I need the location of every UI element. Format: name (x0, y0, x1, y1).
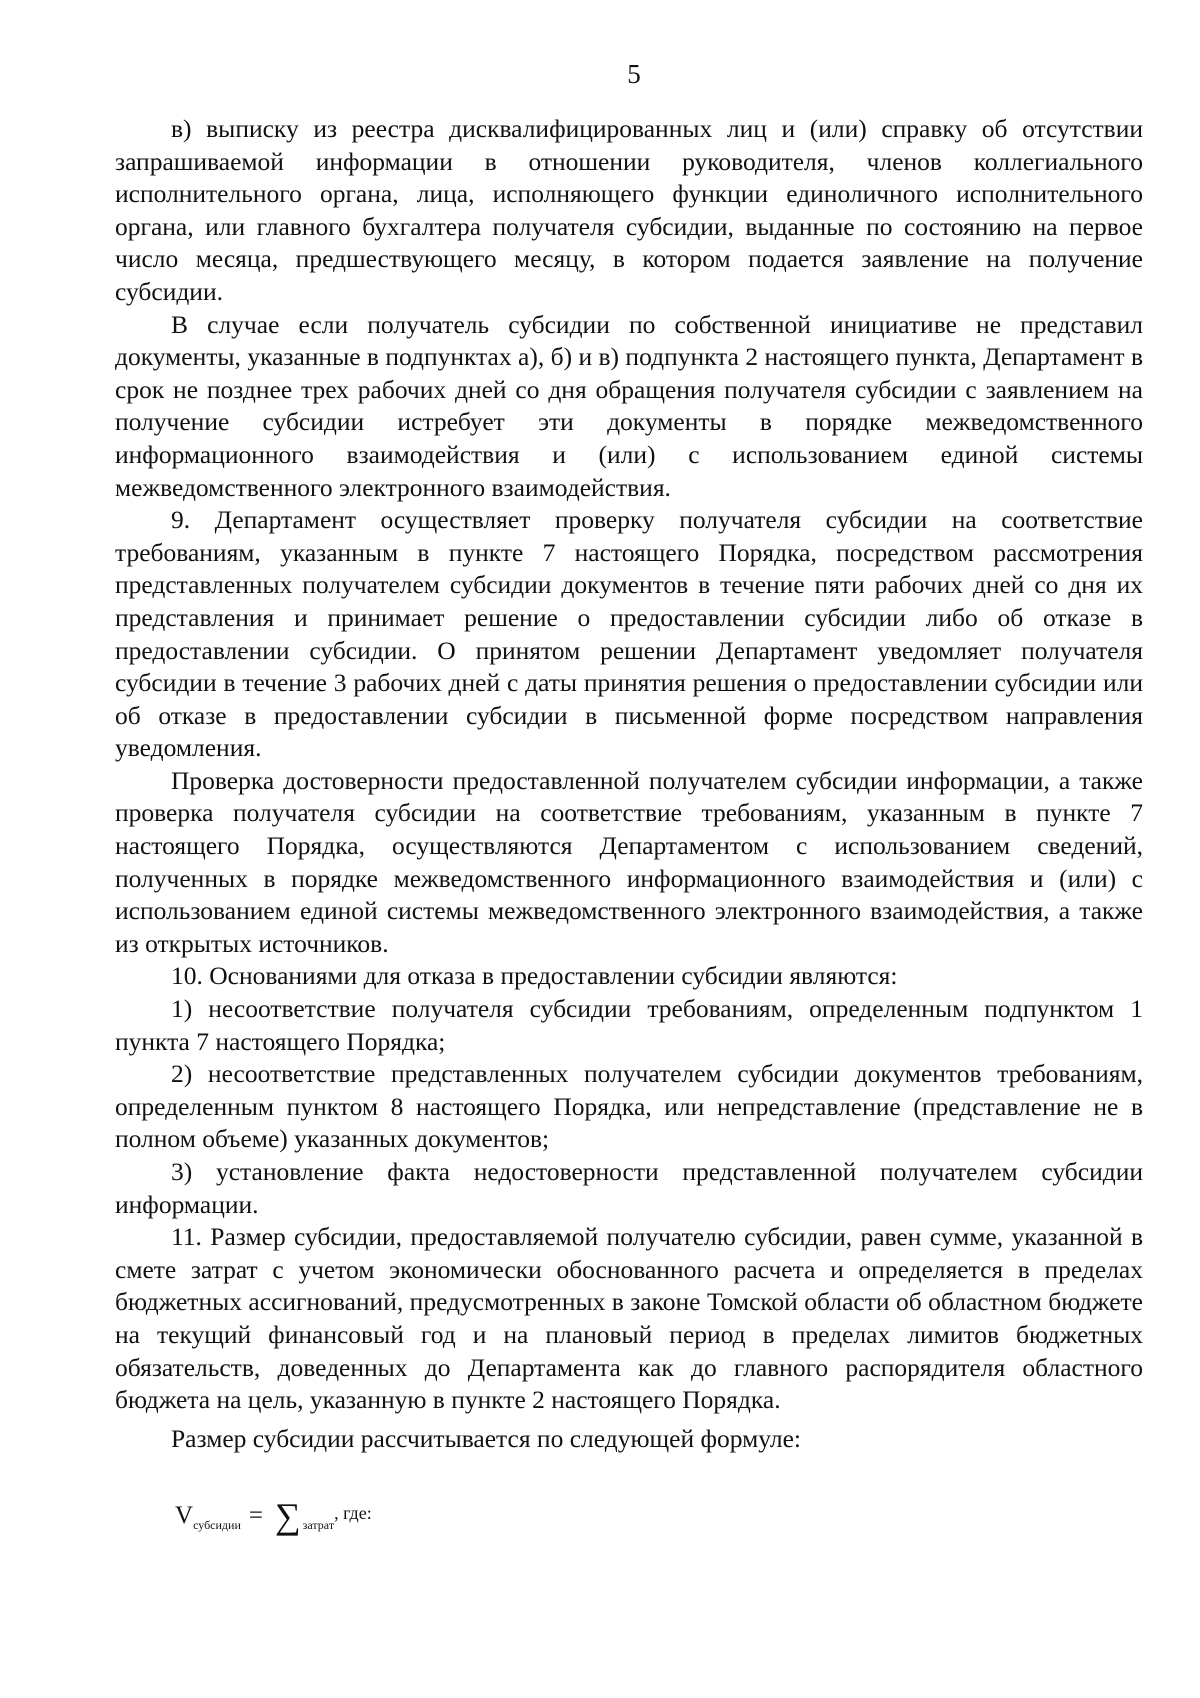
subsidy-formula (175, 1493, 1143, 1545)
paragraph-refusal-2: 2) несоответствие представленных получателем субсидии документов требованиям, определенным пунктом 8 настоящего Порядка, или непредставление (представление не в полном объеме) указанных документов; (115, 1059, 1143, 1154)
paragraph-item-9: 9. Департамент осуществляет проверку получателя субсидии на соответствие требованиям, указанным в пункте 7 настоящего Порядка, посредством рассмотрения представленных получателем субсидии документов в течение пяти рабочих дней со дня их представления и принимает решение о предоставлении субсидии либо об отказе в предоставлении субсидии. О принятом решении Департамент уведомляет получателя субсидии в течение 3 рабочих дней с даты принятия решения о предоставлении субсидии или об отказе в предоставлении субсидии в письменной форме посредством направления уведомления. (115, 505, 1143, 763)
paragraph-subitem-v: в) выписку из реестра дисквалифицированных лиц и (или) справку об отсутствии запрашиваемой информации в отношении руководителя, членов коллегиального исполнительного органа, лица, исполняющего функции единоличного исполнительного органа, или главного бухгалтера получателя субсидии, выданные по состоянию на первое число месяца, предшествующего месяцу, в котором подается заявление на получение субсидии. (115, 114, 1143, 306)
paragraph-item-11: 11. Размер субсидии, предоставляемой получателю субсидии, равен сумме, указанной в смете затрат с учетом экономически обоснованного расчета и определяется в пределах бюджетных ассигнований, предусмотренных в законе Томской области об областном бюджете на текущий финансовый год и на плановый период в пределах лимитов бюджетных обязательств, доведенных до Департамента как до главного распорядителя областного бюджета на цель, указанную в пункте 2 настоящего Порядка. (115, 1222, 1143, 1415)
formula-rhs-subscript: затрат (302, 1518, 335, 1533)
paragraph-formula-intro: Размер субсидии рассчитывается по следующей формуле: (171, 1423, 802, 1453)
formula-suffix: , где: (334, 1503, 372, 1524)
paragraph-refusal-3: 3) установление факта недостоверности представленной получателем субсидии информации. (115, 1157, 1143, 1219)
paragraph-refusal-1: 1) несоответствие получателя субсидии требованиям, определенным подпунктом 1 пункта 7 настоящего Порядка; (115, 994, 1143, 1056)
page-number: 5 (627, 59, 641, 89)
sum-symbol-icon: ∑ (274, 1496, 301, 1537)
paragraph-verification: Проверка достоверности предоставленной получателем субсидии информации, а также проверка получателя субсидии на соответствие требованиям, указанным в пункте 7 настоящего Порядка, осуществляются Департаментом с использованием сведений, полученных в порядке межведомственного информационного взаимодействия и (или) с использованием единой системы межведомственного электронного взаимодействия, а также из открытых источников. (115, 765, 1143, 958)
paragraph-documents-request: В случае если получатель субсидии по собственной инициативе не представил документы, указанные в подпунктах а), б) и в) подпункта 2 настоящего пункта, Департамент в срок не позднее трех рабочих дней со дня обращения получателя субсидии с заявлением на получение субсидии истребует эти документы в порядке межведомственного информационного взаимодействия и (или) с использованием единой системы межведомственного электронного взаимодействия. (115, 309, 1143, 502)
formula-equals: = (248, 1502, 263, 1530)
paragraph-item-10: 10. Основаниями для отказа в предоставлении субсидии являются: (171, 961, 898, 991)
formula-lhs-symbol: V (175, 1502, 194, 1530)
document-body (115, 113, 1143, 1545)
formula-lhs-subscript: субсидии (193, 1518, 241, 1533)
